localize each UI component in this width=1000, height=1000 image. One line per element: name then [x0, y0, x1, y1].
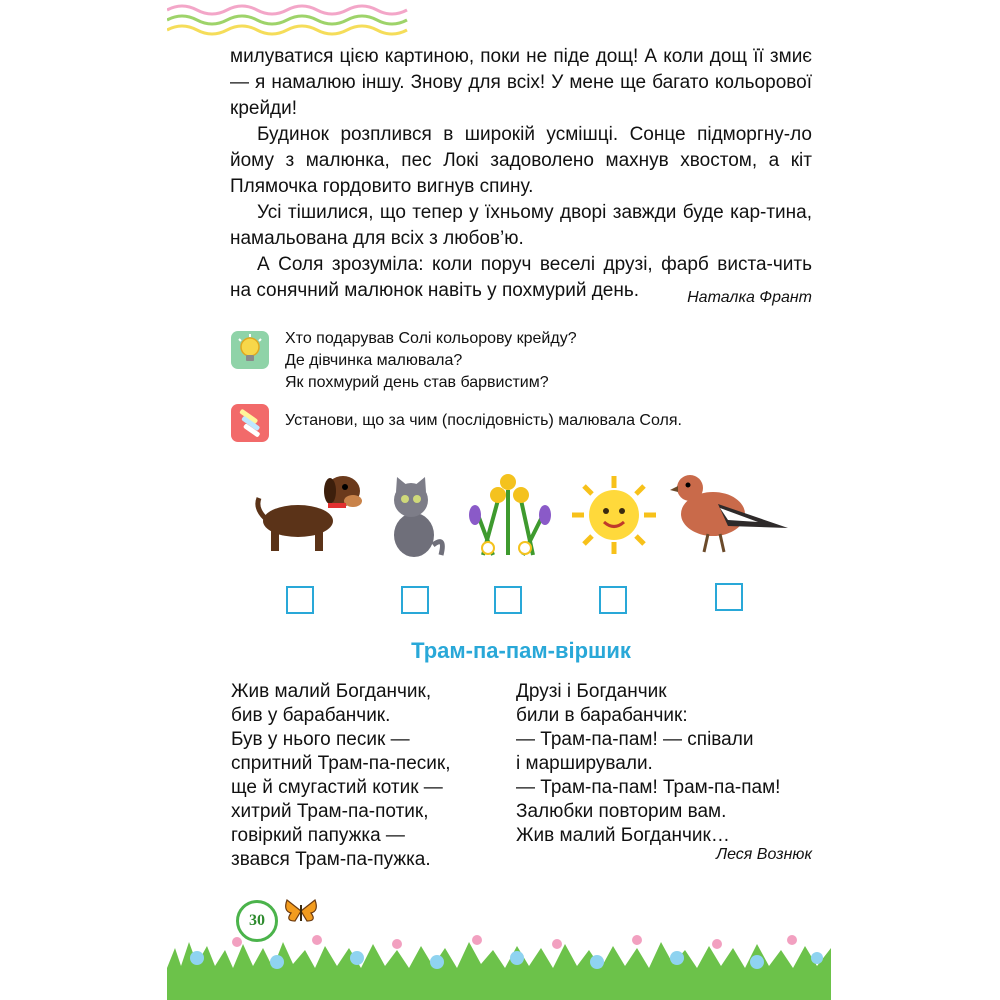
answer-box-sun[interactable] — [599, 586, 627, 614]
cat-picture — [381, 475, 451, 560]
poem-line: — Трам-па-пам! Трам-па-пам! — [516, 777, 781, 798]
question-line: Хто подарував Солі кольорову крейду? — [285, 330, 577, 347]
story-paragraph: А Соля зрозуміла: коли поруч веселі друзі, фарб виста-чить на сонячний малюнок навіть у похмурий день. — [230, 254, 812, 301]
poem-line: Залюбки повторим вам. — [516, 801, 727, 822]
poem-title: Трам-па-пам-віршик — [411, 638, 631, 663]
page-number: 30 — [236, 900, 278, 942]
poem-author: Леся Вознюк — [716, 846, 812, 863]
answer-box-dog[interactable] — [286, 586, 314, 614]
decorative-waves — [167, 0, 412, 40]
grass-border — [167, 928, 831, 1000]
poem-line: спритний Трам-па-песик, — [231, 753, 451, 774]
sun-picture — [568, 474, 660, 556]
poem-line: бив у барабанчик. — [231, 705, 391, 726]
dog-picture — [253, 463, 368, 558]
poem-left-column — [231, 680, 450, 872]
poem-line: звався Трам-па-пужка. — [231, 849, 431, 870]
bird-picture — [668, 466, 793, 558]
poem-line: били в барабанчик: — [516, 705, 688, 726]
questions-list — [285, 328, 577, 394]
story-paragraph: Будинок розплився в широкій усмішці. Сонце підморгну-ло йому з малюнка, пес Локі задоволено махнув хвостом, а кіт Плямочка гордовито вигнув спину. — [230, 124, 812, 197]
question-line: Де дівчинка малювала? — [285, 352, 463, 369]
answer-box-bird[interactable] — [715, 583, 743, 611]
task-text: Установи, що за чим (послідовність) малювала Соля. — [285, 412, 682, 429]
poem-line: Друзі і Богданчик — [516, 681, 667, 702]
chalk-icon — [231, 404, 269, 442]
poem-line: і марширували. — [516, 753, 653, 774]
butterfly-icon — [283, 897, 319, 925]
lightbulb-icon — [231, 331, 269, 369]
story-text — [230, 44, 812, 304]
flowers-picture — [463, 460, 553, 560]
poem-line: Жив малий Богданчик, — [231, 681, 432, 702]
poem-line: ще й смугастий котик — — [231, 777, 443, 798]
poem-right-column — [516, 680, 780, 848]
story-author: Наталка Франт — [687, 289, 812, 306]
answer-box-cat[interactable] — [401, 586, 429, 614]
story-paragraph: Усі тішилися, що тепер у їхньому дворі завжди буде кар-тина, намальована для всіх з любов’ю. — [230, 202, 812, 249]
poem-line: хитрий Трам-па-потик, — [231, 801, 429, 822]
poem-line: Був у нього песик — — [231, 729, 410, 750]
story-paragraph: милуватися цією картиною, поки не піде дощ! А коли дощ її змиє — я намалюю іншу. Знову для всіх! У мене ще багато кольорової крейди! — [230, 46, 812, 119]
poem-line: Жив малий Богданчик… — [516, 825, 730, 846]
poem-line: говіркий папужка — — [231, 825, 405, 846]
answer-box-flowers[interactable] — [494, 586, 522, 614]
question-line: Як похмурий день став барвистим? — [285, 374, 549, 391]
poem-line: — Трам-па-пам! — співали — [516, 729, 754, 750]
